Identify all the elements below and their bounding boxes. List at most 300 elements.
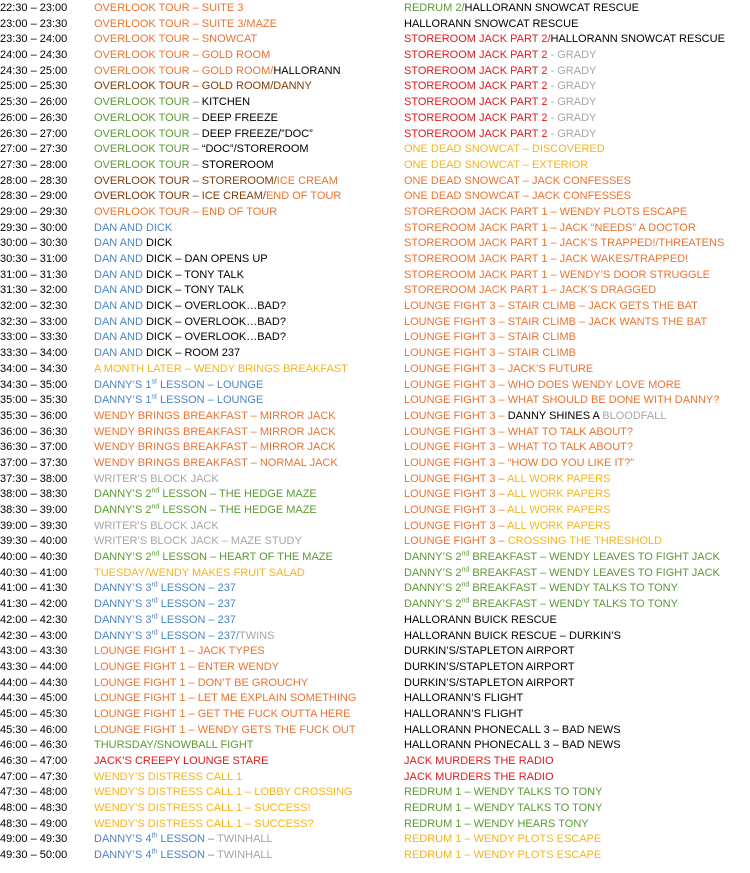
time-range: 28:00 – 28:30 <box>0 174 68 187</box>
scene-text: nd <box>151 487 160 495</box>
scene-text: ONE DEAD SNOWCAT – EXTERIOR <box>404 158 589 171</box>
scene-text: DAN AND <box>94 284 146 297</box>
schedule-row <box>404 283 750 299</box>
scene-text: LOUNGE FIGHT 1 – JACK TYPES <box>94 645 265 658</box>
schedule-row <box>0 48 400 64</box>
scene-text: DAN AND <box>94 331 146 344</box>
scene-text: THURSDAY/SNOWBALL FIGHT <box>94 739 254 752</box>
scene-text: OVERLOOK TOUR – ICE CREAM/ <box>94 190 266 203</box>
scene-text: DANNY’S 1 <box>94 394 152 407</box>
time-range: 39:00 – 39:30 <box>0 519 68 532</box>
scene-text: WENDY BRINGS BREAKFAST – MIRROR JACK <box>94 409 336 422</box>
schedule-row <box>404 142 750 158</box>
time-range: 23:00 – 23:30 <box>0 17 68 30</box>
schedule-row <box>404 566 750 582</box>
time-range: 24:00 – 24:30 <box>0 49 68 62</box>
scene-text: DICK – ROOM 237 <box>145 347 241 360</box>
scene-text: HALLORANN SNOWCAT RESCUE <box>550 33 725 46</box>
schedule-row <box>0 550 400 566</box>
scene-text: th <box>151 848 158 856</box>
scene-text: OVERLOOK TOUR – SUITE 3 <box>94 2 244 14</box>
schedule-row <box>404 817 750 833</box>
schedule-row <box>0 440 400 456</box>
scene-text: LOUNGE FIGHT 3 – STAIR CLIMB <box>404 331 576 344</box>
scene-text: CROSSING THE THRESHOLD <box>507 535 662 548</box>
scene-text: DICK – DAN OPENS UP <box>145 253 268 265</box>
scene-text: STOREROOM JACK PART 1 – JACK WAKES/TRAPPED! <box>404 253 689 265</box>
scene-text: LOUNGE FIGHT 3 – <box>404 409 508 422</box>
schedule-row <box>0 268 400 284</box>
schedule-row <box>404 440 750 456</box>
scene-text: ONE DEAD SNOWCAT – JACK CONFESSES <box>404 174 631 187</box>
scene-text: LOUNGE FIGHT 3 – WHO DOES WENDY LOVE MORE <box>404 378 682 391</box>
scene-text: LOUNGE FIGHT 1 – DON’T BE GROUCHY <box>94 676 309 689</box>
scene-text: DEEP FREEZE <box>201 111 279 124</box>
scene-text: rd <box>151 613 158 621</box>
scene-text: OVERLOOK TOUR – <box>94 158 202 171</box>
scene-text: nd <box>151 550 160 558</box>
time-range: 37:30 – 38:00 <box>0 472 68 485</box>
scene-text: DICK <box>145 237 173 250</box>
schedule-row <box>0 32 400 48</box>
scene-text: REDRUM 1 – WENDY TALKS TO TONY <box>404 786 603 799</box>
scene-text: LOUNGE FIGHT 1 – LET ME EXPLAIN SOMETHING <box>94 692 357 705</box>
schedule-row <box>0 613 400 629</box>
time-range: 46:30 – 47:00 <box>0 755 68 767</box>
schedule-row <box>404 425 750 441</box>
schedule-row <box>404 221 750 237</box>
schedule-row <box>404 723 750 739</box>
scene-text: DANNY’S 3 <box>94 613 152 626</box>
schedule-row <box>0 456 400 472</box>
scene-text: DEEP FREEZE/”DOC” <box>201 127 313 140</box>
time-range: 49:30 – 50:00 <box>0 849 68 862</box>
time-range: 48:00 – 48:30 <box>0 802 68 815</box>
time-range: 31:00 – 31:30 <box>0 268 68 281</box>
scene-text: LESSON – THE HEDGE MAZE <box>159 488 317 501</box>
scene-text: STOREROOM JACK PART 2 <box>404 80 548 93</box>
scene-text: OVERLOOK TOUR – GOLD ROOM <box>94 49 271 62</box>
scene-text: LESSON – THE HEDGE MAZE <box>159 504 317 516</box>
schedule-row <box>404 409 750 425</box>
time-range: 32:00 – 32:30 <box>0 300 68 313</box>
scene-text: WENDY BRINGS BREAKFAST – MIRROR JACK <box>94 441 336 454</box>
time-range: 36:00 – 36:30 <box>0 425 68 438</box>
scene-text: ALL WORK PAPERS <box>507 504 611 516</box>
schedule-row <box>0 503 400 519</box>
schedule-row <box>404 111 750 127</box>
scene-text: HALLORANN’S FLIGHT <box>404 707 524 720</box>
scene-text: LOUNGE FIGHT 3 – <box>404 472 508 485</box>
scene-text: WENDY’S DISTRESS CALL 1 – LOBBY CROSSING <box>94 786 353 799</box>
schedule-row <box>0 644 400 660</box>
scene-text: LESSON – 237 <box>157 598 236 611</box>
schedule-row <box>404 79 750 95</box>
schedule-row <box>404 832 750 848</box>
scene-text: DAN AND <box>94 237 146 250</box>
schedule-row <box>0 676 400 692</box>
scene-text: STOREROOM JACK PART 1 – WENDY PLOTS ESCAPE <box>404 205 688 218</box>
scene-text: DANNY’S 2 <box>404 551 462 564</box>
time-range: 30:30 – 31:00 <box>0 253 68 265</box>
time-range: 30:00 – 30:30 <box>0 237 68 250</box>
scene-text: REDRUM 1 – WENDY PLOTS ESCAPE <box>404 849 602 862</box>
schedule-row <box>0 660 400 676</box>
time-range: 36:30 – 37:00 <box>0 441 68 454</box>
time-range: 26:30 – 27:00 <box>0 127 68 140</box>
scene-text: JACK MURDERS THE RADIO <box>404 755 554 767</box>
scene-text: WENDY’S DISTRESS CALL 1 <box>94 770 243 783</box>
scene-text: nd <box>461 581 470 589</box>
schedule-row <box>0 158 400 174</box>
time-range: 32:30 – 33:00 <box>0 315 68 328</box>
scene-text: WENDY’S DISTRESS CALL 1 – SUCCESS? <box>94 817 314 830</box>
scene-text: - GRADY <box>547 111 597 124</box>
scene-text: HALLORANN PHONECALL 3 – BAD NEWS <box>404 723 621 736</box>
schedule-row <box>0 817 400 833</box>
scene-text: ONE DEAD SNOWCAT – DISCOVERED <box>404 143 605 156</box>
scene-text: TWINS <box>239 629 275 642</box>
schedule-row <box>404 95 750 111</box>
scene-text: STOREROOM JACK PART 1 – JACK “NEEDS” A DOCTOR <box>404 221 696 234</box>
scene-text: BREAKFAST – WENDY LEAVES TO FIGHT JACK <box>469 566 720 579</box>
schedule-row <box>0 770 400 786</box>
scene-text: DANNY’S 2 <box>404 598 462 611</box>
scene-text: - GRADY <box>547 127 597 140</box>
scene-text: rd <box>151 597 158 605</box>
scene-text: STOREROOM JACK PART 2 <box>404 64 548 77</box>
scene-text: REDRUM 2/ <box>404 2 465 14</box>
scene-text: DICK – OVERLOOK…BAD? <box>145 300 286 313</box>
time-range: 42:00 – 42:30 <box>0 613 68 626</box>
left-column <box>0 1 400 864</box>
schedule-row <box>0 174 400 190</box>
schedule-row <box>0 409 400 425</box>
scene-text: st <box>151 393 157 401</box>
time-range: 33:00 – 33:30 <box>0 331 68 344</box>
scene-text: TUESDAY/WENDY MAKES FRUIT SALAD <box>94 566 305 579</box>
scene-text: DANNY’S 3 <box>94 598 152 611</box>
scene-text: TWINHALL <box>217 849 273 862</box>
schedule-row <box>404 597 750 613</box>
time-range: 43:00 – 43:30 <box>0 645 68 658</box>
scene-text: LESSON – <box>157 833 218 846</box>
schedule-row <box>404 660 750 676</box>
time-range: 39:30 – 40:00 <box>0 535 68 548</box>
time-range: 27:00 – 27:30 <box>0 143 68 156</box>
schedule-row <box>404 456 750 472</box>
scene-text: DAN AND DICK <box>94 221 173 234</box>
scene-text: STOREROOM <box>201 158 274 171</box>
schedule-row <box>0 534 400 550</box>
scene-text: LOUNGE FIGHT 3 – STAIR CLIMB – JACK GETS THE BAT <box>404 300 698 313</box>
time-range: 45:00 – 45:30 <box>0 707 68 720</box>
scene-text: BREAKFAST – WENDY LEAVES TO FIGHT JACK <box>469 551 720 564</box>
scene-text: HALLORANN PHONECALL 3 – BAD NEWS <box>404 739 621 752</box>
scene-text: DURKIN’S/STAPLETON AIRPORT <box>404 645 575 658</box>
scene-text: DANNY’S 4 <box>94 833 152 846</box>
scene-text: WRITER’S BLOCK JACK <box>94 472 219 485</box>
time-range: 29:00 – 29:30 <box>0 205 68 218</box>
scene-text: HALLORANN SNOWCAT RESCUE <box>404 17 579 30</box>
right-column <box>404 1 750 864</box>
schedule-row <box>0 79 400 95</box>
scene-text: DAN AND <box>94 300 146 313</box>
schedule-row <box>0 723 400 739</box>
time-range: 41:30 – 42:00 <box>0 598 68 611</box>
schedule-row <box>404 330 750 346</box>
time-range: 38:30 – 39:00 <box>0 504 68 516</box>
time-range: 43:30 – 44:00 <box>0 660 68 673</box>
time-range: 33:30 – 34:00 <box>0 347 68 360</box>
scene-text: DICK – OVERLOOK…BAD? <box>145 331 286 344</box>
schedule-row <box>404 48 750 64</box>
scene-text: HALLORANN <box>273 64 341 77</box>
scene-text: LESSON – 237 <box>157 582 236 595</box>
schedule-row <box>0 707 400 723</box>
scene-text: STOREROOM JACK PART 2 <box>404 96 548 109</box>
schedule-row <box>404 534 750 550</box>
scene-text: nd <box>461 566 470 574</box>
scene-text: REDRUM 1 – WENDY TALKS TO TONY <box>404 802 603 815</box>
schedule-row <box>404 770 750 786</box>
time-range: 27:30 – 28:00 <box>0 158 68 171</box>
schedule-row <box>404 378 750 394</box>
time-range: 25:30 – 26:00 <box>0 96 68 109</box>
schedule-row <box>404 676 750 692</box>
time-range: 24:30 – 25:00 <box>0 64 68 77</box>
schedule-row <box>404 754 750 770</box>
schedule-row <box>404 315 750 331</box>
scene-text: LESSON – 237/ <box>157 629 240 642</box>
scene-text: DICK – OVERLOOK…BAD? <box>145 315 286 328</box>
schedule-row <box>0 95 400 111</box>
schedule-row <box>0 17 400 33</box>
scene-text: rd <box>151 628 158 636</box>
schedule-row <box>0 283 400 299</box>
scene-text: LOUNGE FIGHT 3 – <box>404 504 508 516</box>
schedule-row <box>0 754 400 770</box>
scene-text: OVERLOOK TOUR – SNOWCAT <box>94 33 258 46</box>
schedule-row <box>404 487 750 503</box>
time-range: 29:30 – 30:00 <box>0 221 68 234</box>
time-range: 35:00 – 35:30 <box>0 394 68 407</box>
schedule-row <box>404 503 750 519</box>
scene-text: DICK – TONY TALK <box>145 268 244 281</box>
time-range: 37:00 – 37:30 <box>0 456 68 469</box>
scene-text: BREAKFAST – WENDY TALKS TO TONY <box>469 582 678 595</box>
scene-text: LESSON – LOUNGE <box>156 394 264 407</box>
scene-text: - GRADY <box>547 49 597 62</box>
scene-text: KITCHEN <box>201 96 251 109</box>
scene-text: STOREROOM JACK PART 2 <box>404 127 548 140</box>
scene-text: WRITER’S BLOCK JACK <box>94 519 219 532</box>
scene-text: OVERLOOK TOUR – <box>94 96 202 109</box>
schedule-row <box>404 629 750 645</box>
scene-text: - GRADY <box>547 64 597 77</box>
schedule-row <box>0 629 400 645</box>
scene-text: DANNY’S 4 <box>94 849 152 862</box>
scene-text: JACK’S CREEPY LOUNGE STARE <box>94 755 269 767</box>
scene-text: - GRADY <box>547 96 597 109</box>
schedule-row <box>0 111 400 127</box>
schedule-row <box>404 519 750 535</box>
scene-text: WENDY BRINGS BREAKFAST – NORMAL JACK <box>94 456 338 469</box>
schedule-row <box>404 581 750 597</box>
scene-text: HALLORANN BUICK RESCUE <box>404 613 557 626</box>
time-range: 35:30 – 36:00 <box>0 409 68 422</box>
time-range: 47:00 – 47:30 <box>0 770 68 783</box>
schedule-row <box>0 205 400 221</box>
scene-text: DANNY’S 2 <box>404 582 462 595</box>
scene-text: LOUNGE FIGHT 3 – WHAT TO TALK ABOUT? <box>404 441 634 454</box>
schedule-row <box>404 32 750 48</box>
time-range: 34:30 – 35:00 <box>0 378 68 391</box>
scene-text: DAN AND <box>94 347 146 360</box>
scene-text: DAN AND <box>94 268 146 281</box>
scene-text: STOREROOM JACK PART 2 <box>404 111 548 124</box>
scene-text: WENDY BRINGS BREAKFAST – MIRROR JACK <box>94 425 336 438</box>
schedule-row <box>0 64 400 80</box>
scene-text: LOUNGE FIGHT 1 – WENDY GETS THE FUCK OUT <box>94 723 356 736</box>
scene-text: OVERLOOK TOUR – <box>94 143 202 156</box>
scene-text: DANNY’S 2 <box>94 504 152 516</box>
time-range: 40:30 – 41:00 <box>0 566 68 579</box>
scene-text: STOREROOM JACK PART 2 <box>404 49 548 62</box>
scene-text: LESSON – LOUNGE <box>156 378 264 391</box>
scene-text: WRITER’S BLOCK JACK – MAZE STUDY <box>94 535 302 548</box>
schedule-row <box>404 362 750 378</box>
scene-text: LOUNGE FIGHT 3 – <box>404 519 508 532</box>
schedule-row <box>0 393 400 409</box>
scene-text: ICE CREAM <box>276 174 338 187</box>
time-range: 31:30 – 32:00 <box>0 284 68 297</box>
schedule-row <box>404 393 750 409</box>
scene-text: LOUNGE FIGHT 1 – ENTER WENDY <box>94 660 279 673</box>
schedule-row <box>0 142 400 158</box>
scene-text: BREAKFAST – WENDY TALKS TO TONY <box>469 598 678 611</box>
scene-text: DURKIN’S/STAPLETON AIRPORT <box>404 660 575 673</box>
time-range: 22:30 – 23:00 <box>0 2 68 14</box>
schedule-row <box>404 785 750 801</box>
scene-text: HALLORANN’S FLIGHT <box>404 692 524 705</box>
time-range: 49:00 – 49:30 <box>0 833 68 846</box>
schedule-row <box>404 17 750 33</box>
schedule-row <box>404 691 750 707</box>
schedule-row <box>0 832 400 848</box>
schedule-row <box>0 1 400 17</box>
scene-text: WENDY’S DISTRESS CALL 1 – SUCCESS! <box>94 802 311 815</box>
scene-text: JACK MURDERS THE RADIO <box>404 770 554 783</box>
scene-text: LOUNGE FIGHT 3 – STAIR CLIMB – JACK WANTS THE BAT <box>404 315 708 328</box>
time-range: 46:00 – 46:30 <box>0 739 68 752</box>
scene-text: - GRADY <box>547 80 597 93</box>
schedule-row <box>0 738 400 754</box>
scene-text: BLOODFALL <box>602 409 667 422</box>
scene-text: END OF TOUR <box>265 190 342 203</box>
schedule-row <box>0 221 400 237</box>
schedule-row <box>0 252 400 268</box>
scene-text: DANNY’S 3 <box>94 582 152 595</box>
scene-text: OVERLOOK TOUR – GOLD ROOM/DANNY <box>94 80 312 93</box>
scene-text: OVERLOOK TOUR – <box>94 111 202 124</box>
schedule-row <box>0 785 400 801</box>
scene-text: DURKIN’S/STAPLETON AIRPORT <box>404 676 575 689</box>
scene-text: st <box>151 377 157 385</box>
scene-text: DANNY SHINES A <box>507 409 603 422</box>
scene-text: LOUNGE FIGHT 3 – STAIR CLIMB <box>404 347 576 360</box>
schedule-row <box>0 691 400 707</box>
scene-text: LOUNGE FIGHT 1 – GET THE FUCK OUTTA HERE <box>94 707 351 720</box>
schedule-row <box>404 738 750 754</box>
schedule-row <box>0 189 400 205</box>
schedule-row <box>404 550 750 566</box>
scene-text: OVERLOOK TOUR – END OF TOUR <box>94 205 278 218</box>
schedule-row <box>404 252 750 268</box>
scene-text: STOREROOM JACK PART 1 – WENDY’S DOOR STRUGGLE <box>404 268 711 281</box>
schedule-row <box>404 472 750 488</box>
schedule-row <box>0 362 400 378</box>
schedule-row <box>404 174 750 190</box>
scene-text: LESSON – <box>157 849 218 862</box>
scene-text: TWINHALL <box>217 833 273 846</box>
schedule-row <box>0 346 400 362</box>
time-range: 44:00 – 44:30 <box>0 676 68 689</box>
scene-text: OVERLOOK TOUR – STOREROOM/ <box>94 174 277 187</box>
schedule-row <box>404 801 750 817</box>
time-range: 38:00 – 38:30 <box>0 488 68 501</box>
time-range: 25:00 – 25:30 <box>0 80 68 93</box>
time-range: 45:30 – 46:00 <box>0 723 68 736</box>
schedule-row <box>404 346 750 362</box>
scene-text: OVERLOOK TOUR – GOLD ROOM/ <box>94 64 274 77</box>
time-range: 44:30 – 45:00 <box>0 692 68 705</box>
schedule-row <box>0 299 400 315</box>
scene-text: LOUNGE FIGHT 3 – WHAT SHOULD BE DONE WITH DANNY? <box>404 394 720 407</box>
scene-text: STOREROOM JACK PART 1 – JACK’S TRAPPED!/THREATENS <box>404 237 725 250</box>
time-range: 23:30 – 24:00 <box>0 33 68 46</box>
scene-text: DICK – TONY TALK <box>145 284 244 297</box>
time-range: 42:30 – 43:00 <box>0 629 68 642</box>
schedule-row <box>0 127 400 143</box>
schedule-row <box>404 189 750 205</box>
schedule-row <box>0 330 400 346</box>
schedule-row <box>0 519 400 535</box>
schedule-row <box>404 613 750 629</box>
scene-text: ALL WORK PAPERS <box>507 472 611 485</box>
schedule-row <box>0 472 400 488</box>
schedule-row <box>404 205 750 221</box>
schedule-row <box>404 268 750 284</box>
scene-text: DAN AND <box>94 253 146 265</box>
scene-text: nd <box>461 550 470 558</box>
schedule-row <box>0 425 400 441</box>
scene-text: LOUNGE FIGHT 3 – “HOW DO YOU LIKE IT?” <box>404 456 635 469</box>
scene-text: LESSON – 237 <box>157 613 236 626</box>
scene-text: ONE DEAD SNOWCAT – JACK CONFESSES <box>404 190 631 203</box>
schedule-row <box>404 236 750 252</box>
scene-text: rd <box>151 581 158 589</box>
schedule-row <box>0 378 400 394</box>
schedule-row <box>404 127 750 143</box>
scene-text: DANNY’S 2 <box>404 566 462 579</box>
scene-text: ALL WORK PAPERS <box>507 519 611 532</box>
time-range: 47:30 – 48:00 <box>0 786 68 799</box>
scene-text: OVERLOOK TOUR – SUITE 3/MAZE <box>94 17 277 30</box>
scene-text: OVERLOOK TOUR – <box>94 127 202 140</box>
scene-text: REDRUM 1 – WENDY HEARS TONY <box>404 817 589 830</box>
scene-text: “DOC”/STOREROOM <box>201 143 309 156</box>
